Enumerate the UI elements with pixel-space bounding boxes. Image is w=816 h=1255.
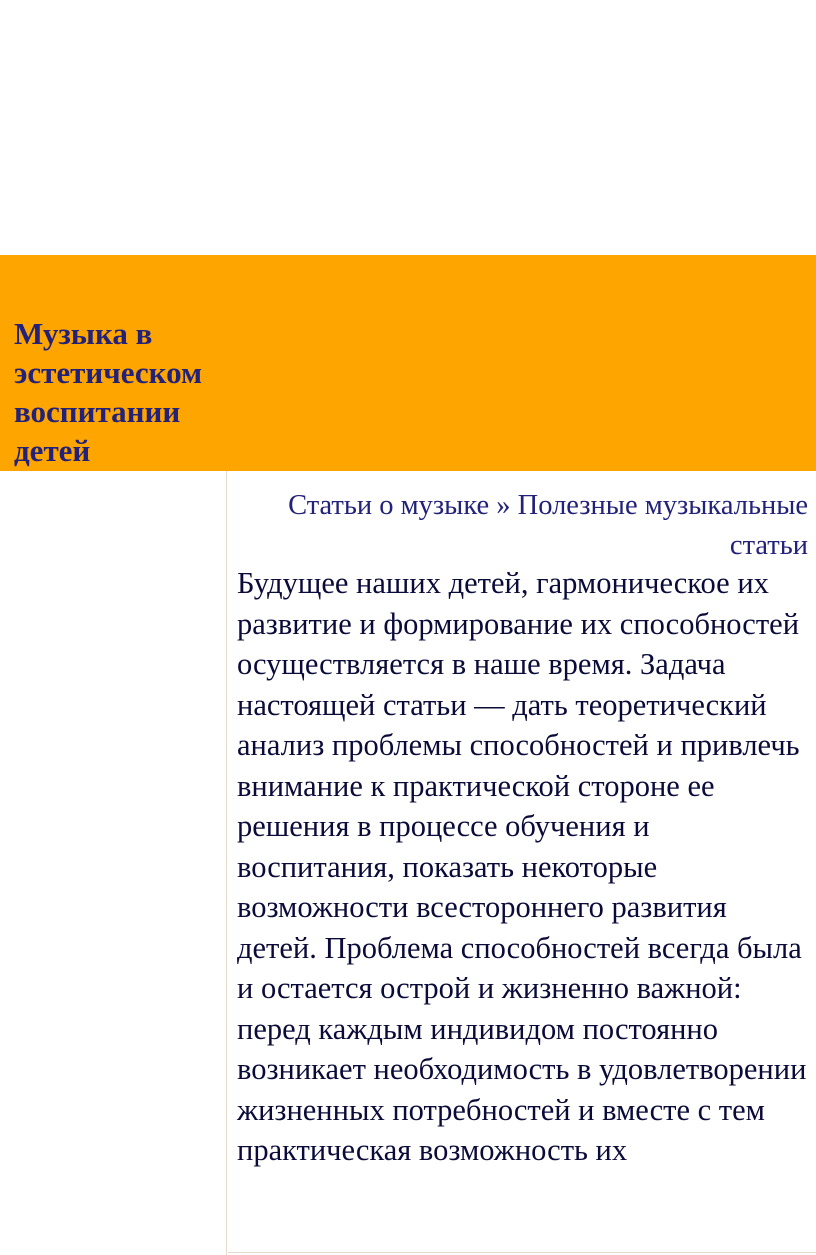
breadcrumb-link-useful-articles[interactable]: Полезные музыкальные статьи — [517, 490, 808, 561]
breadcrumb-link-articles[interactable]: Статьи о музыке — [288, 490, 490, 521]
left-column — [0, 471, 227, 1255]
page-title: Музыка в эстетическом воспитании детей — [14, 316, 203, 468]
breadcrumb-separator: » — [489, 490, 518, 521]
breadcrumb — [248, 486, 808, 566]
top-blank-area — [0, 0, 816, 255]
article-body: Будущее наших детей, гармоническое их развитие и формирование их способностей осуществляется в наше время. Задача настоящей статьи — дать теоретический анализ проблемы способностей и привлечь внимание к практической стороне ее решения в процессе обучения и воспитания, показать некоторые возможности всестороннего развития детей. Проблема способностей всегда была и остается острой и жизненно важной: перед каждым индивидом постоянно возникает необходимость в удовлетворении жизненных потребностей и вместе с тем практическая возможность их — [237, 566, 807, 1167]
